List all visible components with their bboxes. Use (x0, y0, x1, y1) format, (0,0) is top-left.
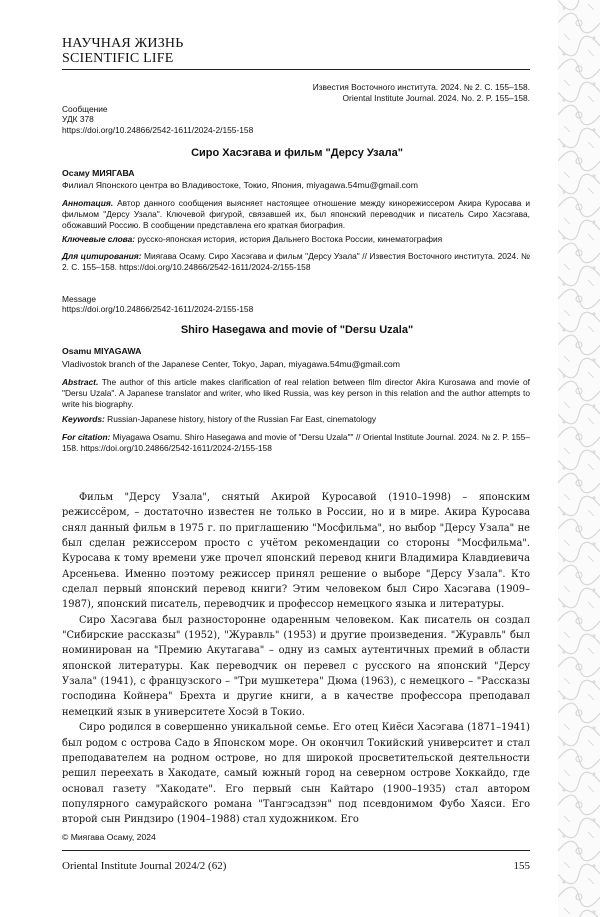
en-keywords-text: Russian-Japanese history, history of the Russian Far East, cinematology (104, 414, 377, 424)
en-article-title: Shiro Hasegawa and movie of "Dersu Uzala" (180, 324, 414, 336)
ru-abstract (62, 198, 530, 231)
ru-affiliation: Филиал Японского центра во Владивостоке, Токио, Япония, miyagawa.54mu@gmail.com (62, 180, 418, 190)
en-author (62, 346, 141, 356)
ru-keywords-text: русско-японская история, история Дальнего Востока России, кинематография (135, 234, 443, 244)
en-article-type: Message (62, 294, 96, 304)
en-keywords-label: Keywords: (62, 414, 105, 424)
ru-citation-text: Миягава Осаму. Сиро Хасэгава и фильм "Дерсу Узала" // Известия Восточного института. 2024. № 2. С. 155–158. https://doi.org/10.24866/2542-1611/2024-2/155-158 (62, 251, 531, 272)
journal-ref-en: Oriental Institute Journal. 2024. No. 2. P. 155–158. (342, 92, 530, 103)
ru-keywords-label: Ключевые слова: (62, 234, 136, 244)
en-abstract-text: The author of this article makes clarification of real relation between film director Akira Kurosawa and movie of "Dersu Uzala". A Japanese translator and writer, who liked Russia, was key person in this relation and the author attempts to write his biography. (62, 377, 530, 409)
article-body (62, 490, 530, 828)
en-citation-label: For citation: (62, 432, 111, 442)
ru-abstract-label: Аннотация. (62, 198, 114, 208)
rubric-ru: НАУЧНАЯ ЖИЗНЬ (62, 36, 184, 51)
ru-meta (62, 104, 253, 135)
ru-udc: УДК 378 (62, 114, 94, 125)
ru-doi-link[interactable]: https://doi.org/10.24866/2542-1611/2024-2/155-158 (62, 124, 254, 135)
en-meta (62, 294, 253, 315)
ru-keywords (62, 234, 530, 245)
body-paragraph-3: Сиро родился в совершенно уникальной семье. Его отец Киёси Хасэгава (1871–1941) был родом с острова Садо в Японском море. Он окончил Токийский университет и стал преподавателем на родном острове, но для широкой просветительской деятельности решил переехать в Хакодате, самый южный город на северном острове Хоккайдо, где основал газету "Хакодате". Его первый сын Кайтаро (1900–1935) стал автором популярного самурайского романа "Тангэсадзэн" под псевдонимом Фубо Хаяси. Его второй сын Риндзиро (1904–1988) стал художником. Его (62, 722, 530, 826)
ru-article-title: Сиро Хасэгава и фильм "Дерсу Узала" (191, 147, 403, 159)
footer-divider (62, 850, 530, 851)
en-author-first: Osamu (62, 346, 94, 356)
ru-author (62, 168, 135, 178)
journal-reference (313, 82, 530, 103)
section-rubric (62, 36, 183, 66)
ru-author-last: МИЯГАВА (92, 168, 135, 178)
en-citation-text: Miyagawa Osamu. Shiro Hasegawa and movie of "Dersu Uzala"" // Oriental Institute Journal. 2024. № 2. P. 155–158. https://doi.org/10.24866/2542-1611/2024-2/155-158 (62, 432, 531, 453)
en-citation (62, 432, 530, 454)
en-keywords (62, 414, 530, 425)
en-author-last: MIYAGAWA (93, 346, 142, 356)
ru-abstract-text: Автор данного сообщения выясняет настоящее отношение между кинорежиссером Акира Куросава и фильмом "Дерсу Узала". Ключевой фигурой, связавшей их, был японский переводчик и писатель Сиро Хасэгава, обожавший Россию. В сообщении представлена его краткая биография. (62, 198, 530, 230)
en-abstract (62, 377, 530, 410)
decorative-border-pattern (558, 0, 600, 917)
en-affiliation: Vladivostok branch of the Japanese Center, Tokyo, Japan, miyagawa.54mu@gmail.com (62, 359, 400, 369)
body-paragraph-2: Сиро Хасэгава был разносторонне одаренным человеком. Как писатель он создал "Сибирские рассказы" (1952), "Журавль" (1953) и другие произведения. "Журавль" был номинирован на "Премию Акутагава" – одну из самых аутентичных премий в области японской литературы. Как переводчик он перевел с русского на японский "Дерсу Узала" (1941), с французского – "Три мушкетера" Дюма (1963), с немецкого – "Рассказы господина Койнера" Брехта и другие книги, а в качестве профессора преподавал немецкий язык в университете Хосэй в Токио. (62, 614, 530, 718)
body-paragraph-1: Фильм "Дерсу Узала", снятый Акирой Куросавой (1910–1998) – японским режиссёром, – достаточно известен не только в России, но и в мире. Акира Куросава снял данный фильм в 1975 г. по приглашению "Мосфильма", но выбор "Дерсу Узала" не был сделан режиссером просто с учётом рекомендации со стороны "Мосфильма". Куросава к тому времени уже прочел японский перевод книги Владимира Клавдиевича Арсеньева. Именно поэтому режиссер принял решение о выборе "Дерсу Узала". Кто сделал первый японский перевод книги? Этим человеком был Сиро Хасэгава (1909–1987), японский писатель, переводчик и профессор немецкого языка и литературы. (62, 492, 530, 611)
en-abstract-label: Abstract. (62, 377, 99, 387)
journal-ref-ru: Известия Восточного института. 2024. № 2. С. 155–158. (312, 82, 530, 92)
rubric-divider (62, 69, 530, 70)
ru-citation (62, 251, 530, 273)
footer-journal: Oriental Institute Journal 2024/2 (62) (62, 860, 227, 872)
ru-citation-label: Для цитирования: (62, 251, 142, 261)
copyright-notice: © Миягава Осаму, 2024 (62, 832, 156, 842)
ru-article-type: Сообщение (62, 104, 108, 114)
page-number: 155 (513, 860, 530, 872)
ru-author-first: Осаму (62, 168, 93, 178)
en-doi-link[interactable]: https://doi.org/10.24866/2542-1611/2024-2/155-158 (62, 304, 254, 315)
rubric-en: SCIENTIFIC LIFE (62, 51, 174, 66)
